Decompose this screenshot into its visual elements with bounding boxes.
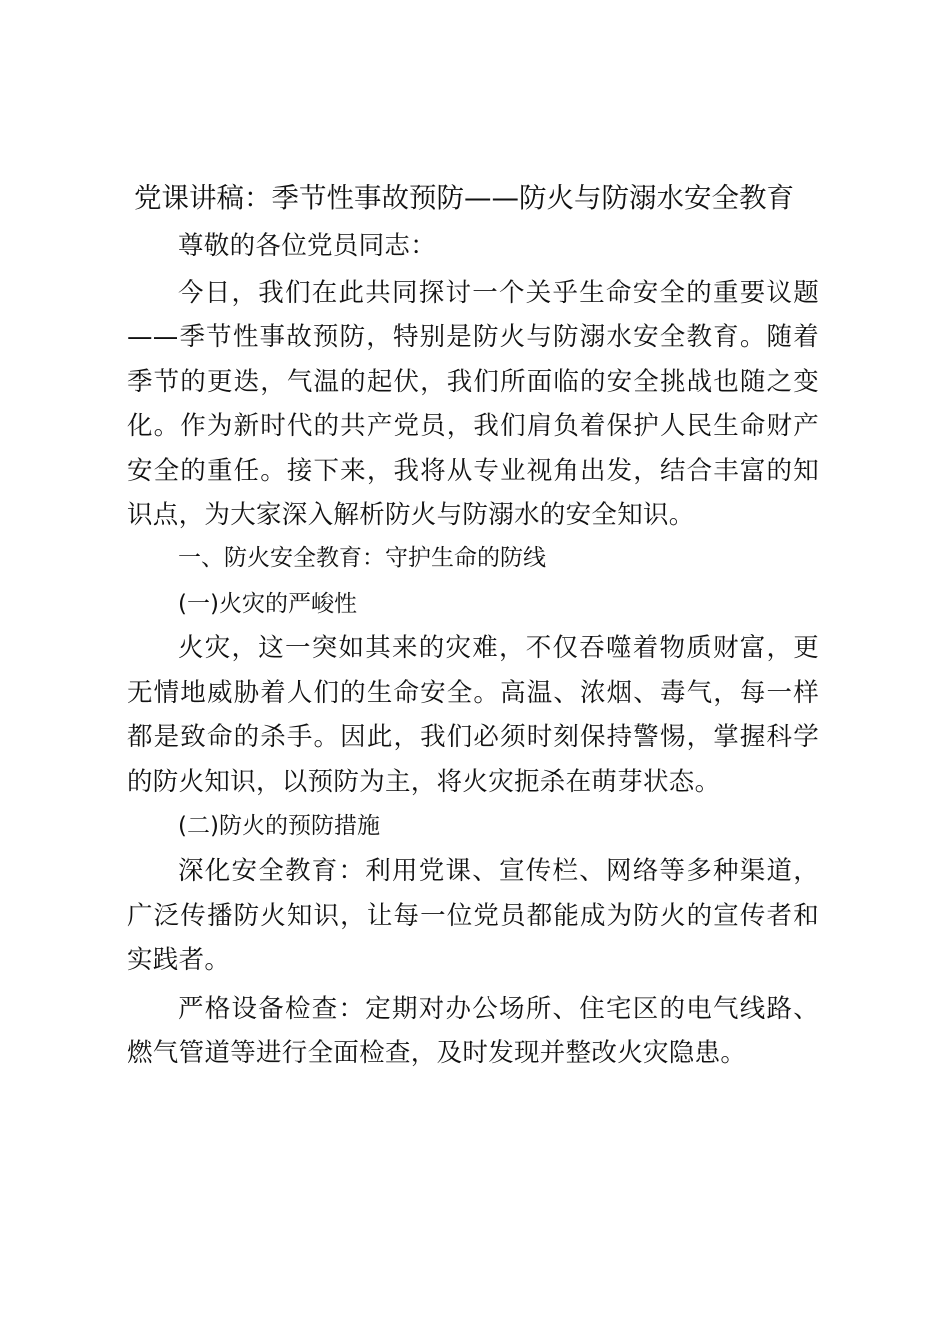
- document-body-top: [127, 224, 819, 538]
- salutation: 尊敬的各位党员同志：: [178, 231, 437, 261]
- inspection-paragraph: 严格设备检查：定期对办公场所、住宅区的电气线路、燃气管道等进行全面检查，及时发现并整改火灾隐患。: [127, 993, 819, 1068]
- section-1-heading: 一、防火安全教育：守护生命的防线: [178, 545, 546, 571]
- subsection-2-heading: (二)防火的预防措施: [178, 813, 380, 839]
- document-body-measures: [127, 849, 819, 1076]
- fire-severity-paragraph: 火灾，这一突如其来的灾难，不仅吞噬着物质财富，更无情地威胁着人们的生命安全。高温、浓烟、毒气，每一样都是致命的杀手。因此，我们必须时刻保持警惕，掌握科学的防火知识，以预防为主，将火灾扼杀在萌芽状态。: [127, 633, 819, 797]
- intro-paragraph: 今日，我们在此共同探讨一个关乎生命安全的重要议题——季节性事故预防，特别是防火与防溺水安全教育。随着季节的更迭，气温的起伏，我们所面临的安全挑战也随之变化。作为新时代的共产党员，我们肩负着保护人民生命财产安全的重任。接下来，我将从专业视角出发，结合丰富的知识点，为大家深入解析防火与防溺水的安全知识。: [127, 277, 819, 530]
- document-title: 党课讲稿：季节性事故预防——防火与防溺水安全教育: [134, 182, 794, 214]
- education-paragraph: 深化安全教育：利用党课、宣传栏、网络等多种渠道，广泛传播防火知识，让每一位党员都能成为防火的宣传者和实践者。: [127, 856, 819, 975]
- subsection-1-heading: (一)火灾的严峻性: [178, 591, 357, 617]
- document-body-fire: [127, 626, 819, 804]
